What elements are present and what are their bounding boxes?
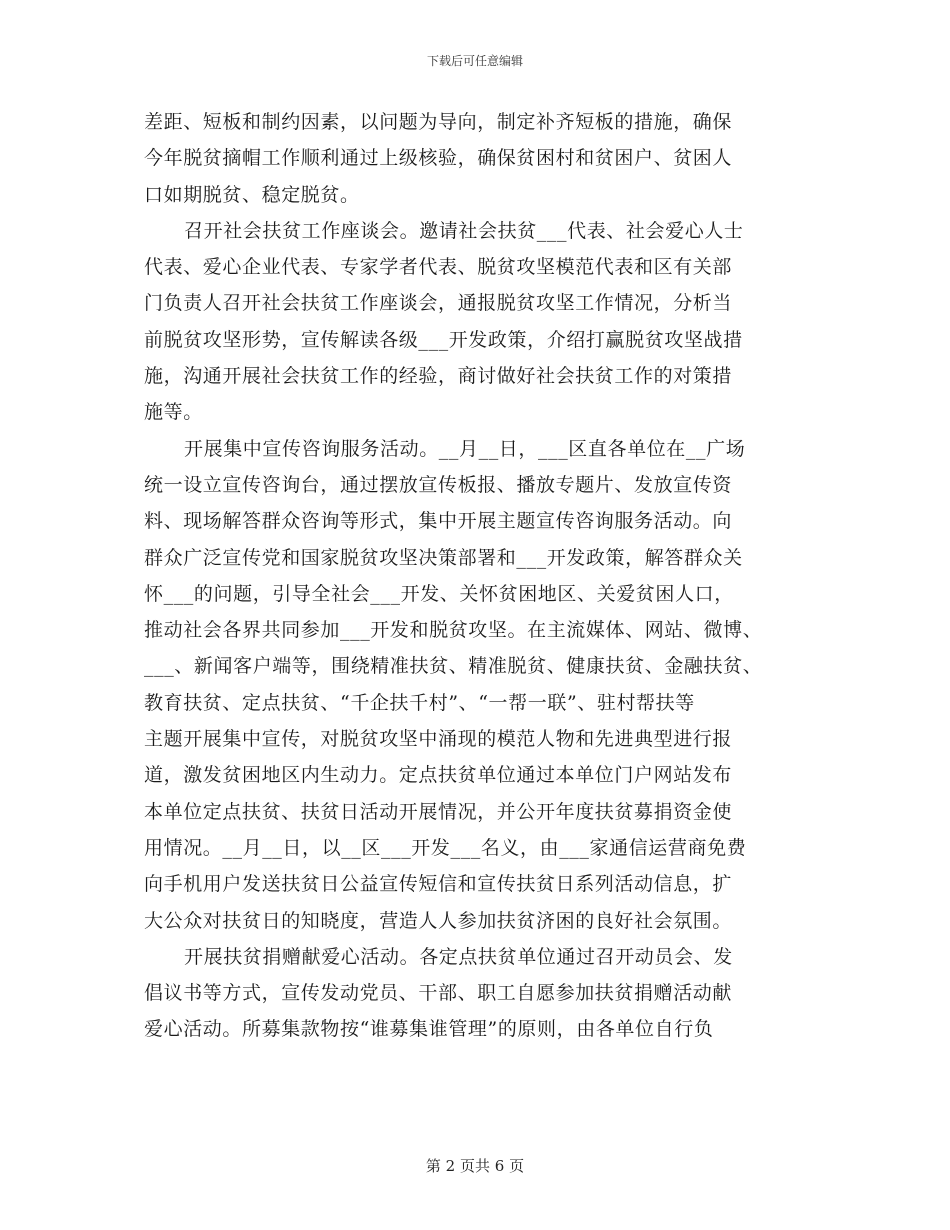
paragraph-first-line: 开展集中宣传咨询服务活动。__月__日，___区直各单位在__广场 xyxy=(184,437,746,460)
text-line: 群众广泛宣传党和国家脱贫攻坚决策部署和___开发政策，解答群众关 xyxy=(144,546,743,569)
text-line: 用情况。__月__日，以__区___开发___名义，由___家通信运营商免费 xyxy=(144,836,747,859)
text-line: 主题开展集中宣传，对脱贫攻坚中涌现的模范人物和先进典型进行报 xyxy=(144,728,733,751)
text-line: 门负责人召开社会扶贫工作座谈会，通报脱贫攻坚工作情况，分析当 xyxy=(144,292,733,315)
page-number: 第 2 页共 6 页 xyxy=(425,1157,525,1175)
text-line: 教育扶贫、定点扶贫、“千企扶千村”、“一帮一联”、驻村帮扶等 xyxy=(144,691,695,714)
text-line: 道，激发贫困地区内生动力。定点扶贫单位通过本单位门户网站发布 xyxy=(144,764,733,787)
text-line: ___、新闻客户端等，围绕精准扶贫、精准脱贫、健康扶贫、金融扶贫、 xyxy=(144,655,763,678)
text-line: 代表、爱心企业代表、专家学者代表、脱贫攻坚模范代表和区有关部 xyxy=(144,256,733,279)
text-line: 施等。 xyxy=(144,401,203,424)
page-header: 下载后可任意编辑 xyxy=(426,54,523,68)
text-line: 差距、短板和制约因素，以问题为导向，制定补齐短板的措施，确保 xyxy=(144,111,733,133)
text-line: 本单位定点扶贫、扶贫日活动开展情况，并公开年度扶贫募捐资金使 xyxy=(144,800,733,823)
text-line: 施，沟通开展社会扶贫工作的经验，商讨做好社会扶贫工作的对策措 xyxy=(144,365,733,388)
text-line: 前脱贫攻坚形势，宣传解读各级___开发政策，介绍打赢脱贫攻坚战措 xyxy=(144,328,743,351)
text-line: 料、现场解答群众咨询等形式，集中开展主题宣传咨询服务活动。向 xyxy=(144,510,733,533)
text-line: 向手机用户发送扶贫日公益宣传短信和宣传扶贫日系列活动信息，扩 xyxy=(144,873,733,896)
text-line: 倡议书等方式，宣传发动党员、干部、职工自愿参加扶贫捐赠活动献 xyxy=(144,982,733,1005)
text-line: 口如期脱贫、稳定脱贫。 xyxy=(144,183,360,206)
document-body xyxy=(144,104,824,1048)
paragraph-first-line: 开展扶贫捐赠献爱心活动。各定点扶贫单位通过召开动员会、发 xyxy=(184,945,733,968)
text-line: 推动社会各界共同参加___开发和脱贫攻坚。在主流媒体、网站、微博、 xyxy=(144,619,763,642)
text-line: 大公众对扶贫日的知晓度，营造人人参加扶贫济困的良好社会氛围。 xyxy=(144,909,733,932)
text-line: 今年脱贫摘帽工作顺利通过上级核验，确保贫困村和贫困户、贫困人 xyxy=(144,147,733,170)
text-line: 怀___的问题，引导全社会___开发、关怀贫困地区、关爱贫困人口， xyxy=(144,582,734,605)
text-line: 爱心活动。所募集款物按“谁募集谁管理”的原则，由各单位自行负 xyxy=(144,1018,714,1041)
paragraph-first-line: 召开社会扶贫工作座谈会。邀请社会扶贫___代表、社会爱心人士 xyxy=(184,219,744,242)
text-line: 统一设立宣传咨询台，通过摆放宣传板报、播放专题片、发放宣传资 xyxy=(144,473,733,496)
